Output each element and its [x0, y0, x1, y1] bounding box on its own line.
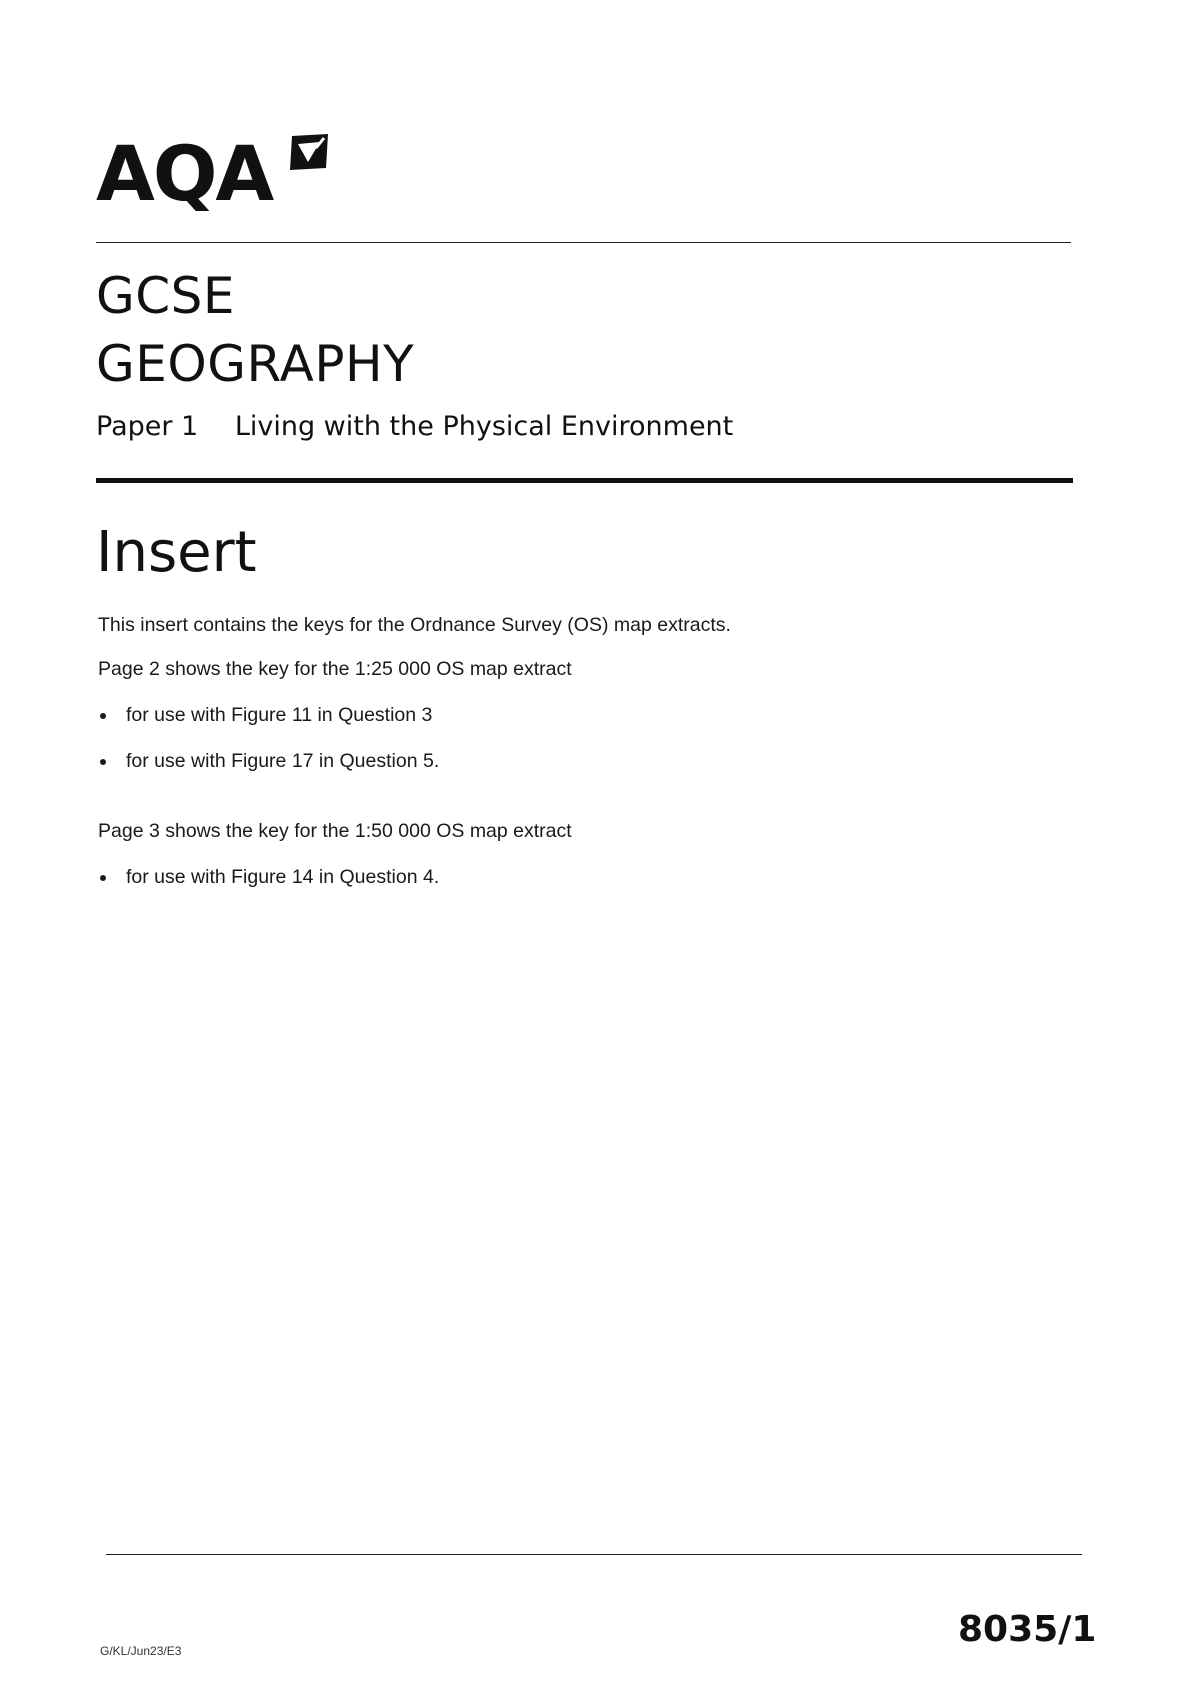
- logo-text: AQA: [96, 129, 273, 218]
- intro-text: This insert contains the keys for the Ordnance Survey (OS) map extracts.: [98, 614, 731, 636]
- footer-divider: [106, 1554, 1082, 1555]
- paper-title: Living with the Physical Environment: [234, 411, 734, 442]
- list-item: for use with Figure 14 in Question 4.: [98, 864, 439, 890]
- aqa-logo: [96, 128, 272, 220]
- bullet-icon: [100, 875, 106, 881]
- title-divider: [96, 478, 1073, 483]
- page2-text: Page 2 shows the key for the 1:25 000 OS map extract: [98, 658, 572, 680]
- aqa-logo-mark-icon: [286, 132, 332, 176]
- paper-line: [96, 410, 733, 444]
- subject-title: GEOGRAPHY: [96, 335, 415, 393]
- footer-code: G/KL/Jun23/E3: [100, 1644, 182, 1658]
- paper-label: Paper 1: [96, 411, 199, 442]
- paper-code: 8035/1: [958, 1609, 1097, 1650]
- insert-title: Insert: [96, 520, 257, 585]
- bullet-icon: [100, 713, 106, 719]
- header-divider: [96, 242, 1071, 243]
- page3-text: Page 3 shows the key for the 1:50 000 OS map extract: [98, 820, 572, 842]
- qualification-level: GCSE: [96, 267, 235, 325]
- bullet-icon: [100, 759, 106, 765]
- list-item: for use with Figure 17 in Question 5.: [98, 748, 439, 774]
- list-item: for use with Figure 11 in Question 3: [98, 702, 432, 728]
